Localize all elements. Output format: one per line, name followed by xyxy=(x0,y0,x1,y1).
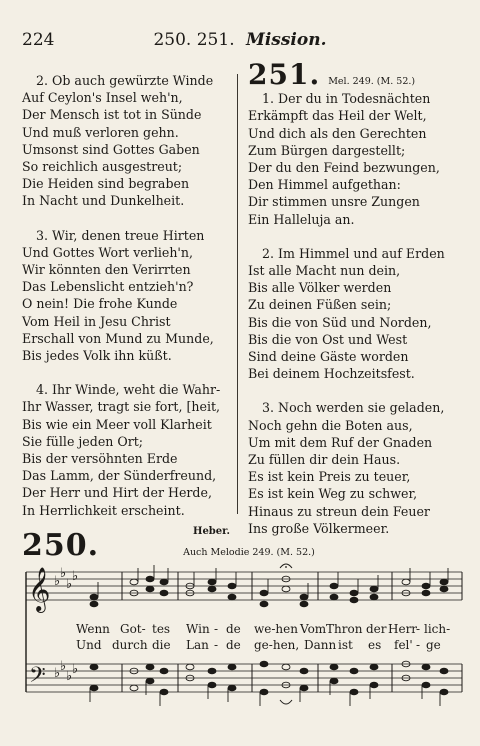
page-number: 224 xyxy=(22,30,55,50)
lyric-syllable: we-hen xyxy=(254,622,298,636)
verse-line: Ist alle Macht nun dein, xyxy=(248,263,401,279)
verse-line: Es ist kein Weg zu schwer, xyxy=(248,486,418,502)
lyric-syllable: lich- xyxy=(424,622,451,636)
verse-line: Und dich als den Gerechten xyxy=(248,125,427,141)
verse-line: Ihr Wasser, tragt sie fort, [heit, xyxy=(22,399,221,415)
page-header xyxy=(22,30,458,52)
stanza xyxy=(248,245,463,383)
verse-line: 2. Ob auch gewürzte Winde xyxy=(36,73,214,88)
verse-line: Das Lebenslicht entzieh'n? xyxy=(22,279,194,295)
stanza xyxy=(22,227,232,365)
lyric-syllable: Dann xyxy=(304,638,337,652)
verse-line: Der du den Feind bezwungen, xyxy=(248,160,440,176)
lyric-syllable: es xyxy=(368,638,382,652)
verse-line: Erkämpft das Heil der Welt, xyxy=(248,108,427,124)
verse-line: 3. Wir, denen treue Hirten xyxy=(36,227,205,243)
verse-line: Vom Heil in Jesu Christ xyxy=(22,313,171,329)
bass-notes xyxy=(90,661,448,706)
lyric-syllable: Got- xyxy=(120,622,146,636)
svg-text:♭: ♭ xyxy=(54,666,61,681)
verse-line: Sie fülle jeden Ort; xyxy=(22,433,144,449)
verse-line: Zum Bürgen dargestellt; xyxy=(248,142,406,158)
verse-line: Bis der versöhnten Erde xyxy=(22,451,178,467)
svg-text:♭: ♭ xyxy=(54,574,61,589)
hymn-number: 250. xyxy=(22,528,100,563)
verse-line: Es ist kein Preis zu teuer, xyxy=(248,469,411,485)
lyric-syllable: - xyxy=(416,638,421,652)
lyric-syllable: Win xyxy=(186,622,210,636)
verse-line: Das Lamm, der Sünderfreund, xyxy=(22,468,217,484)
verse-line: Zu deinen Füßen sein; xyxy=(248,297,392,313)
lyric-syllable: - xyxy=(214,622,219,636)
left-column xyxy=(22,72,232,540)
lyric-syllable: Herr xyxy=(388,622,418,636)
lyric-syllable: - xyxy=(214,638,219,652)
verse-line: 4. Ihr Winde, weht die Wahr- xyxy=(36,382,221,398)
verse-line: Die Heiden sind begraben xyxy=(22,176,190,192)
lyric-syllable: Wenn xyxy=(76,622,110,636)
verse-line: Bis alle Völker werden xyxy=(248,280,392,296)
verse-line: Erschall von Mund zu Munde, xyxy=(22,330,214,346)
lyric-syllable: Lan xyxy=(186,638,209,652)
key-signature-icon xyxy=(54,566,78,684)
bass-clef-icon: 𝄢 xyxy=(29,663,46,693)
verse-line: Bis jedes Volk ihn küßt. xyxy=(22,348,172,364)
verse-line: Wir könnten den Verirrten xyxy=(22,262,191,278)
verse-line: Und muß verloren gehn. xyxy=(22,124,179,140)
lyric-syllable: die xyxy=(152,638,171,652)
stanza xyxy=(248,399,463,537)
verse-line: 1. Der du in Todesnächten xyxy=(262,91,431,107)
verse-line: Um mit dem Ruf der Gnaden xyxy=(248,434,433,450)
verse-line: Bis die von Süd und Norden, xyxy=(248,314,432,330)
lyric-syllable: Und xyxy=(76,638,102,652)
hymn-number: 251. xyxy=(248,58,321,91)
svg-text:♭: ♭ xyxy=(60,659,67,674)
treble-clef-icon: 𝄞 xyxy=(28,567,51,611)
verse-line: Bei deinem Hochzeitsfest. xyxy=(248,366,415,382)
lyric-syllable: tes xyxy=(152,622,171,636)
verse-line: So reichlich ausgestreut; xyxy=(22,159,183,175)
verse-line: Den Himmel aufgethan: xyxy=(248,177,401,193)
verse-line: Ins große Völkermeer. xyxy=(248,520,390,536)
verse-line: Bis wie ein Meer voll Klarheit xyxy=(22,416,212,432)
lyric-syllable: de xyxy=(226,638,241,652)
verse-line: In Herrlichkeit erscheint. xyxy=(22,502,185,518)
svg-text:♭: ♭ xyxy=(60,566,67,581)
lyric-syllable: - xyxy=(416,622,421,636)
stanza xyxy=(248,90,463,228)
running-title xyxy=(22,30,458,50)
verse-line: Umsonst sind Gottes Gaben xyxy=(22,141,200,157)
svg-text:♭: ♭ xyxy=(72,662,79,677)
stanza xyxy=(22,381,232,519)
lyric-syllable: de xyxy=(226,622,241,636)
melody-reference: Auch Melodie 249. (M. 52.) xyxy=(183,547,315,558)
lyric-syllable: ge-hen, xyxy=(254,638,300,652)
verse-line: Der Herr und Hirt der Herde, xyxy=(22,485,212,501)
stanza xyxy=(22,72,232,210)
hymn-range: 250. 251. xyxy=(153,30,235,50)
hymn-251 xyxy=(248,58,463,554)
verse-line: Bis die von Ost und West xyxy=(248,331,408,347)
verse-line: Sind deine Gäste worden xyxy=(248,349,409,365)
hymn-250-heading xyxy=(22,528,462,563)
verse-line: 3. Noch werden sie geladen, xyxy=(262,400,445,416)
verse-line: O nein! Die frohe Kunde xyxy=(22,296,178,312)
verse-line: Der Mensch ist tot in Sünde xyxy=(22,107,202,123)
lyric-syllable: Thron xyxy=(326,622,363,636)
verse-line: Dir stimmen unsre Zungen xyxy=(248,194,420,210)
section-title: Mission. xyxy=(246,30,327,50)
verse-line: 2. Im Himmel und auf Erden xyxy=(262,245,445,261)
lyric-syllable: ge xyxy=(426,638,441,652)
lyric-syllable: ist xyxy=(338,638,353,652)
verse-line: Noch gehn die Boten aus, xyxy=(248,417,413,433)
lyric-syllable: der xyxy=(366,622,387,636)
svg-text:♭: ♭ xyxy=(72,569,79,584)
fermata-bass-icon xyxy=(280,700,292,704)
author-credit: Heber. xyxy=(193,525,230,537)
verse-line: Hinaus zu streun dein Feuer xyxy=(248,503,430,519)
fermata-dot xyxy=(285,566,287,568)
verse-line: In Nacht und Dunkelheit. xyxy=(22,193,185,209)
verse-line: Zu füllen dir dein Haus. xyxy=(248,452,401,468)
verse-line: Ein Halleluja an. xyxy=(248,211,355,227)
svg-text:♭: ♭ xyxy=(66,577,73,592)
lyric-syllable: durch xyxy=(112,638,148,652)
verse-line: Und Gottes Wort verlieh'n, xyxy=(22,244,194,260)
lyric-syllable: fel' xyxy=(394,638,413,652)
svg-text:♭: ♭ xyxy=(66,669,73,684)
lyric-syllable: Vom xyxy=(300,622,327,636)
verse-line: Auf Ceylon's Insel weh'n, xyxy=(22,90,183,106)
column-divider xyxy=(237,74,238,514)
melody-reference: Mel. 249. (M. 52.) xyxy=(328,76,416,87)
